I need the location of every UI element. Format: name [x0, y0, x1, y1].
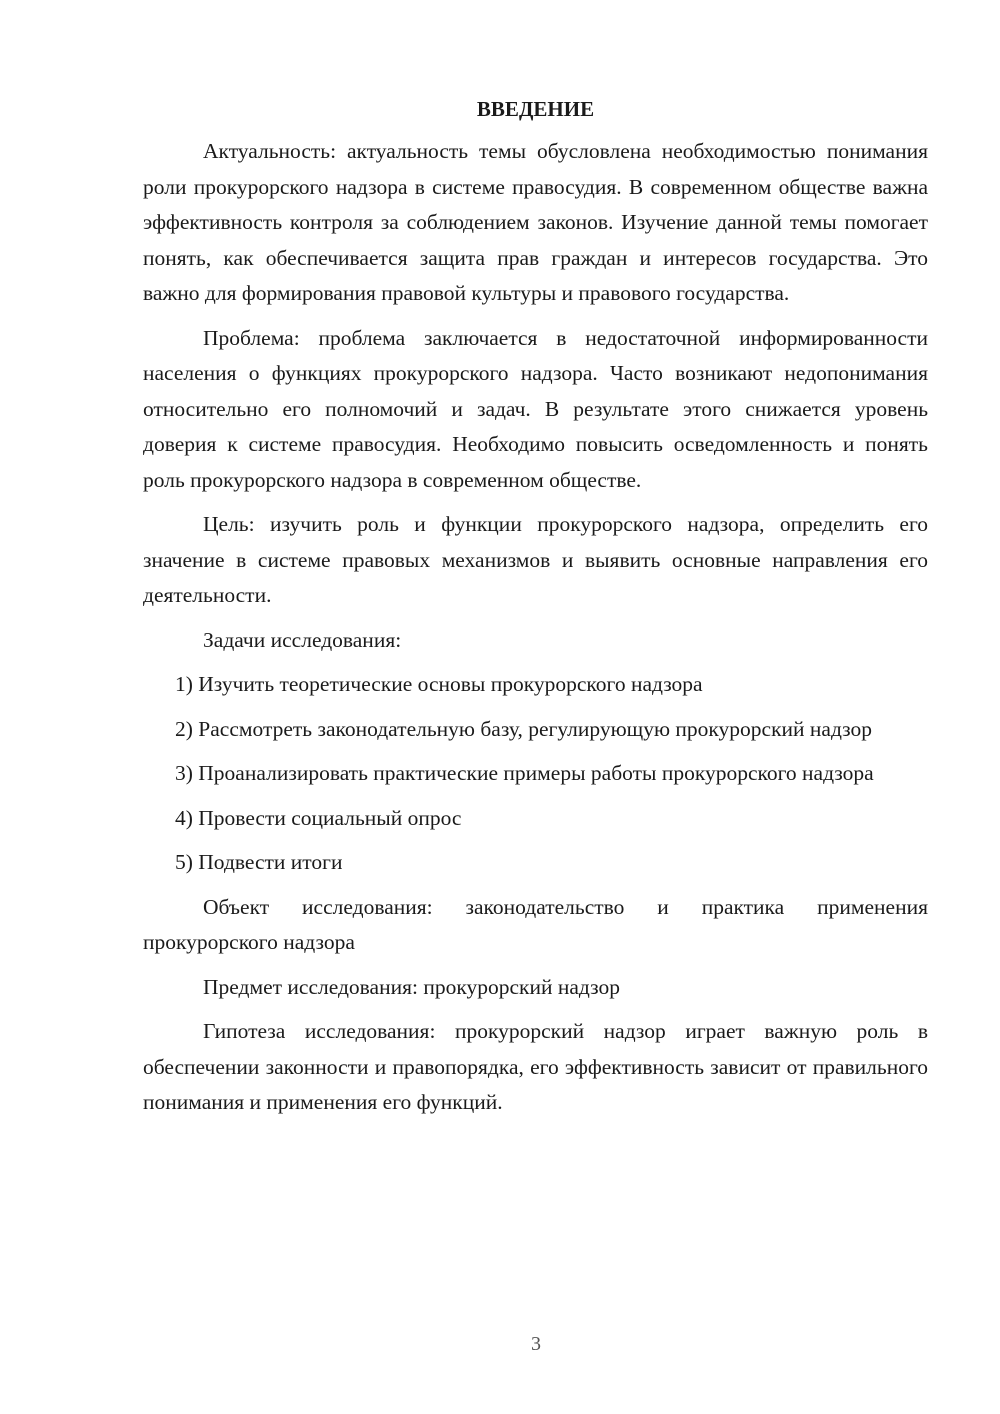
- relevance-paragraph: Актуальность: актуальность темы обусловлена необходимостью понимания роли прокурорского надзора в системе правосудия. В современном обществе важна эффективность контроля за соблюдением законов. Изучение данной темы помогает понять, как обеспечивается защита прав граждан и интересов государства. Это важно для формирования правовой культуры и правового государства.: [143, 139, 928, 305]
- tasks-heading: Задачи исследования:: [203, 627, 402, 652]
- task-item: 4) Провести социальный опрос: [175, 805, 462, 830]
- task-item: 2) Рассмотреть законодательную базу, регулирующую прокурорский надзор: [175, 716, 873, 741]
- task-item: 3) Проанализировать практические примеры работы прокурорского надзора: [175, 761, 874, 785]
- page-number: 3: [531, 1333, 541, 1355]
- tasks-list: [143, 667, 928, 881]
- object-paragraph: Объект исследования: законодательство и практика применения прокурорского надзора: [143, 894, 928, 954]
- hypothesis-paragraph: Гипотеза исследования: прокурорский надзор играет важную роль в обеспечении законности и правопорядка, его эффективность зависит от правильного понимания и применения его функций.: [143, 1019, 928, 1114]
- goal-paragraph: Цель: изучить роль и функции прокурорского надзора, определить его значение в системе правовых механизмов и выявить основные направления его деятельности.: [143, 512, 928, 607]
- section-title: ВВЕДЕНИЕ: [476, 97, 595, 121]
- problem-paragraph: Проблема: проблема заключается в недостаточной информированности населения о функциях прокурорского надзора. Часто возникают недопонимания относительно его полномочий и задач. В результате этого снижается уровень доверия к системе правосудия. Необходимо повысить осведомленность и понять роль прокурорского надзора в современном обществе.: [143, 325, 928, 492]
- document-page: [143, 94, 928, 1130]
- task-item: 1) Изучить теоретические основы прокурорского надзора: [175, 672, 703, 696]
- subject-paragraph: Предмет исследования: прокурорский надзор: [203, 974, 620, 999]
- task-item: 5) Подвести итоги: [175, 850, 343, 874]
